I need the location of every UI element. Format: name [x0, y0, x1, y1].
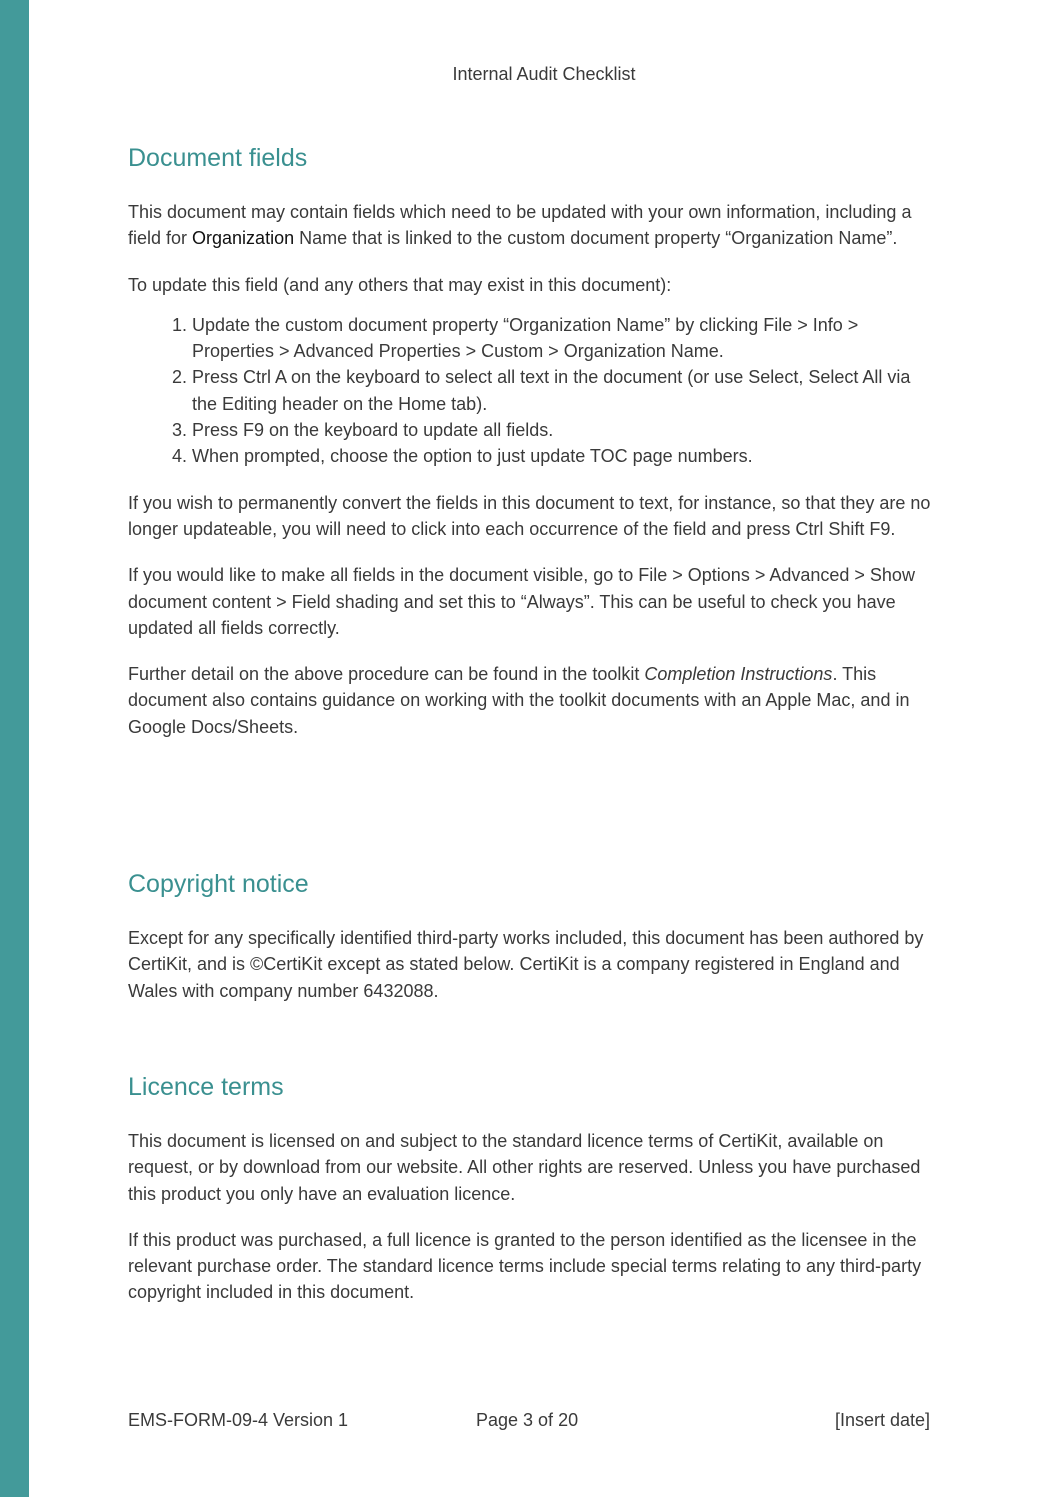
document-fields-paragraph-2: To update this field (and any others that may exist in this document): — [128, 274, 672, 295]
p1-text-after: Name that is linked to the custom document property “Organization Name”. — [294, 228, 898, 249]
document-fields-paragraph-3: If you wish to permanently convert the fields in this document to text, for instance, so that they are no longer updateable, you will need to click into each occurrence of the field and press Ctrl Shift F9. — [128, 492, 931, 539]
copyright-heading: Copyright notice — [128, 870, 309, 898]
section-document-fields — [128, 144, 938, 740]
document-fields-heading: Document fields — [128, 144, 308, 172]
p1-text-before: This document may contain fields which need to be updated with your own information, including a field for — [128, 202, 912, 249]
page-header-title: Internal Audit Checklist — [452, 64, 636, 84]
copyright-paragraph-1: Except for any specifically identified third-party works included, this document has been authored by CertiKit, and is ©CertiKit except as stated below. CertiKit is a company registered in England and Wales with company number 6432088. — [128, 928, 924, 1001]
section-licence-terms — [128, 1073, 938, 1306]
section-copyright — [128, 870, 938, 1004]
document-fields-paragraph-4: If you would like to make all fields in the document visible, go to File > Options > Advanced > Show document content > Field shading and set this to “Always”. This can be useful to check you have updated all fields correctly. — [128, 565, 915, 638]
left-accent-bar — [0, 0, 29, 1497]
p1-text-highlight: Organization — [192, 228, 295, 249]
completion-instructions-title: Completion Instructions — [644, 664, 833, 685]
footer-document-id: EMS-FORM-09-4 Version 1 — [128, 1410, 349, 1430]
licence-heading: Licence terms — [128, 1073, 284, 1101]
footer-date: [Insert date] — [834, 1410, 930, 1430]
footer-page-number: Page 3 of 20 — [476, 1410, 579, 1430]
licence-paragraph-1: This document is licensed on and subject to the standard licence terms of CertiKit, available on request, or by download from our website. All other rights are reserved. Unless you have purchased this product you only have an evaluation licence. — [128, 1131, 921, 1204]
p5-text-before: Further detail on the above procedure can be found in the toolkit — [128, 664, 645, 685]
document-fields-paragraph-1 — [128, 199, 938, 252]
list-item: 4. When prompted, choose the option to just update TOC page numbers. — [192, 443, 938, 469]
list-item: 2. Press Ctrl A on the keyboard to select all text in the document (or use Select, Select All via the Editing header on the Home tab). — [192, 364, 938, 417]
p5-text-after: . This document also contains guidance on working with the toolkit documents with an Apple Mac, and in Google Docs/Sheets. — [128, 664, 910, 737]
list-item: 1. Update the custom document property “Organization Name” by clicking File > Info > Properties > Advanced Properties > Custom > Organization Name. — [192, 312, 938, 365]
document-fields-paragraph-5 — [128, 661, 938, 740]
update-steps-list — [128, 312, 938, 470]
licence-paragraph-2: If this product was purchased, a full licence is granted to the person identified as the licensee in the relevant purchase order. The standard licence terms include special terms relating to any third-party copyright included in this document. — [128, 1229, 922, 1303]
list-item: 3. Press F9 on the keyboard to update all fields. — [192, 417, 938, 443]
